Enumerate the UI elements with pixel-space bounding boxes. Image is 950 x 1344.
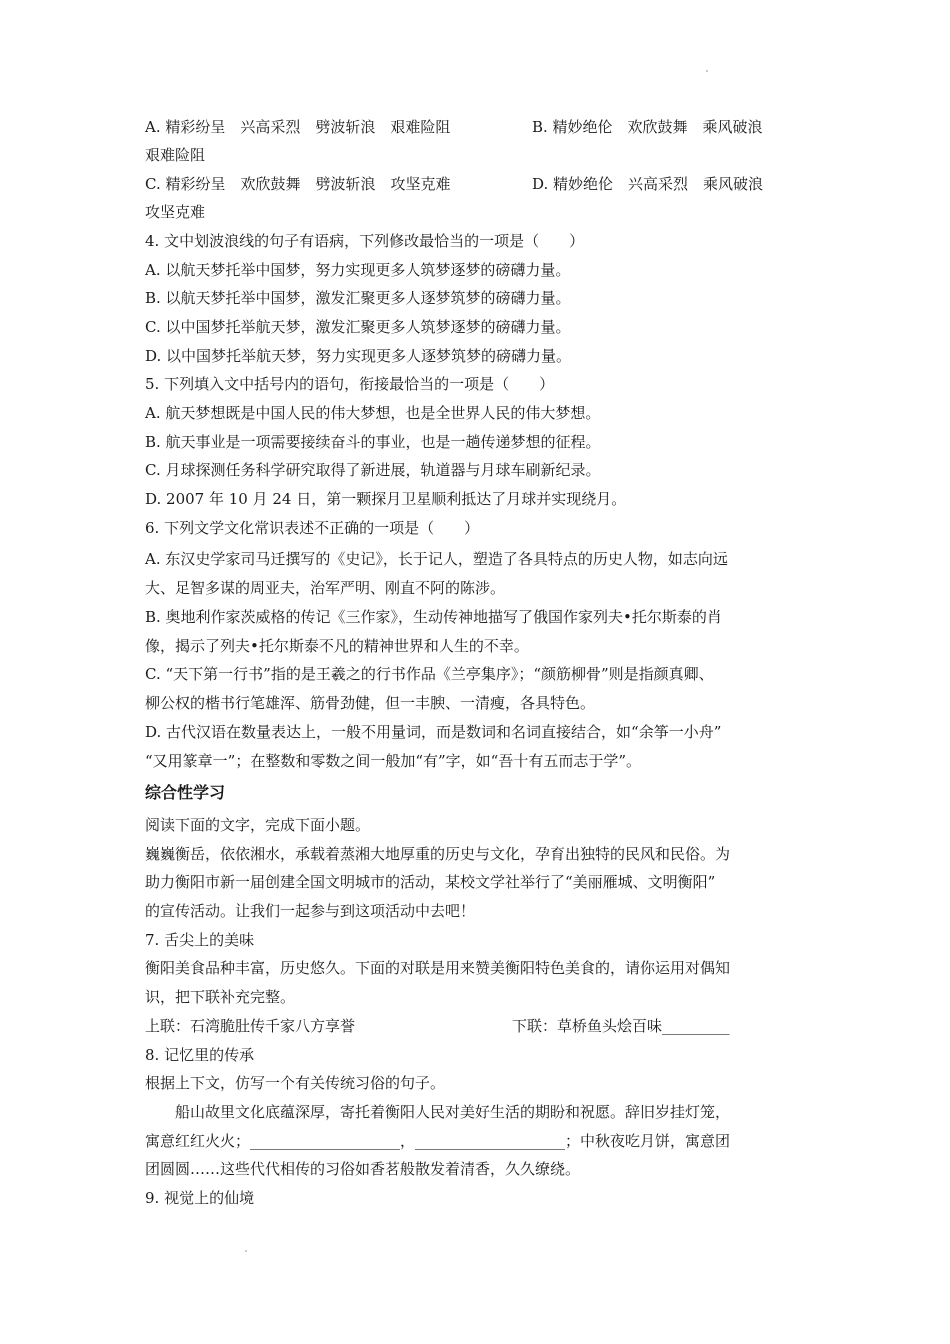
- q6-line: 大、足智多谋的周亚夫，治军严明、刚直不阿的陈涉。: [145, 579, 506, 597]
- q5-option-b: B. 航天事业是一项需要接续奋斗的事业，也是一趟传递梦想的征程。: [145, 433, 601, 451]
- q4-option-d: D. 以中国梦托举航天梦，努力实现更多人逐梦筑梦的磅礴力量。: [145, 347, 572, 365]
- q8-title: 8. 记忆里的传承: [145, 1046, 255, 1064]
- q7-couplet-lower: 下联：草桥鱼头烩百味_________: [512, 1017, 730, 1035]
- q8-line: 团圆圆……这些代代相传的习俗如香茗般散发着清香，久久缭绕。: [145, 1160, 581, 1178]
- section-passage-line: 助力衡阳市新一届创建全国文明城市的活动，某校文学社举行了“美丽雁城、文明衡阳”: [145, 873, 716, 891]
- q6-line: A. 东汉史学家司马迁撰写的《史记》，长于记人，塑造了各具特点的历史人物，如志向远: [145, 550, 728, 568]
- q4-stem: 4. 文中划波浪线的句子有语病，下列修改最恰当的一项是（ ）: [145, 232, 585, 250]
- q6-line: 像，揭示了列夫•托尔斯泰不凡的精神世界和人生的不幸。: [145, 637, 529, 655]
- q4-option-b: B. 以航天梦托举中国梦，激发汇聚更多人逐梦筑梦的磅礴力量。: [145, 289, 571, 307]
- q4-option-c: C. 以中国梦托举航天梦，激发汇聚更多人筑梦逐梦的磅礴力量。: [145, 318, 571, 336]
- q5-option-c: C. 月球探测任务科学研究取得了新进展，轨道器与月球车刷新纪录。: [145, 461, 601, 479]
- q3-option-c: C. 精彩纷呈 欢欣鼓舞 劈波斩浪 攻坚克难: [145, 175, 451, 193]
- scan-dot-bottom: [245, 1250, 247, 1252]
- section-title: 综合性学习: [145, 783, 226, 802]
- q6-line: D. 古代汉语在数量表达上，一般不用量词，而是数词和名词直接结合，如“余筝一小舟”: [145, 723, 722, 741]
- q5-option-d: D. 2007 年 10 月 24 日，第一颗探月卫星顺利抵达了月球并实现绕月。: [145, 490, 627, 508]
- q6-line: C. “天下第一行书”指的是王羲之的行书作品《兰亭集序》；“颜筋柳骨”则是指颜真卿、: [145, 665, 714, 683]
- q3-option-d-cont: 攻坚克难: [145, 203, 206, 221]
- q6-line: B. 奥地利作家茨威格的传记《三作家》，生动传神地描写了俄国作家列夫•托尔斯泰的肖: [145, 608, 722, 626]
- section-passage-line: 的宣传活动。让我们一起参与到这项活动中去吧！: [145, 902, 476, 920]
- q7-title: 7. 舌尖上的美味: [145, 931, 255, 949]
- q7-line: 衡阳美食品种丰富，历史悠久。下面的对联是用来赞美衡阳特色美食的，请你运用对偶知: [145, 959, 731, 977]
- q6-line: 柳公权的楷书行笔雄浑、筋骨劲健，但一丰腴、一清瘦，各具特色。: [145, 694, 596, 712]
- section-intro: 阅读下面的文字，完成下面小题。: [145, 816, 371, 834]
- q4-option-a: A. 以航天梦托举中国梦，努力实现更多人筑梦逐梦的磅礴力量。: [145, 261, 571, 279]
- section-passage-line: 巍巍衡岳，依依湘水，承载着蒸湘大地厚重的历史与文化，孕育出独特的民风和民俗。为: [145, 845, 731, 863]
- q6-line: “又用篆章一”；在整数和零数之间一般加“有”字，如“吾十有五而志于学”。: [145, 752, 642, 770]
- q7-line: 识，把下联补充完整。: [145, 988, 296, 1006]
- q5-stem: 5. 下列填入文中括号内的语句，衔接最恰当的一项是（ ）: [145, 375, 555, 393]
- q9-title: 9. 视觉上的仙境: [145, 1189, 255, 1207]
- q3-option-b: B. 精妙绝伦 欢欣鼓舞 乘风破浪: [532, 118, 763, 136]
- q8-instruction: 根据上下文，仿写一个有关传统习俗的句子。: [145, 1074, 446, 1092]
- q5-option-a: A. 航天梦想既是中国人民的伟大梦想，也是全世界人民的伟大梦想。: [145, 404, 601, 422]
- q3-option-d: D. 精妙绝伦 兴高采烈 乘风破浪: [532, 175, 764, 193]
- q8-line: 船山故里文化底蕴深厚，寄托着衡阳人民对美好生活的期盼和祝愿。辞旧岁挂灯笼，: [145, 1103, 731, 1121]
- scan-dot-top: [706, 70, 708, 72]
- q7-couplet-upper: 上联：石湾脆肚传千家八方享誉: [145, 1017, 356, 1035]
- q3-option-a: A. 精彩纷呈 兴高采烈 劈波斩浪 艰难险阻: [145, 118, 451, 136]
- q8-line: 寓意红红火火；____________________，____________________；中秋夜吃月饼，寓意团: [145, 1132, 731, 1150]
- q6-stem: 6. 下列文学文化常识表述不正确的一项是（ ）: [145, 519, 480, 537]
- q3-option-b-cont: 艰难险阻: [145, 146, 206, 164]
